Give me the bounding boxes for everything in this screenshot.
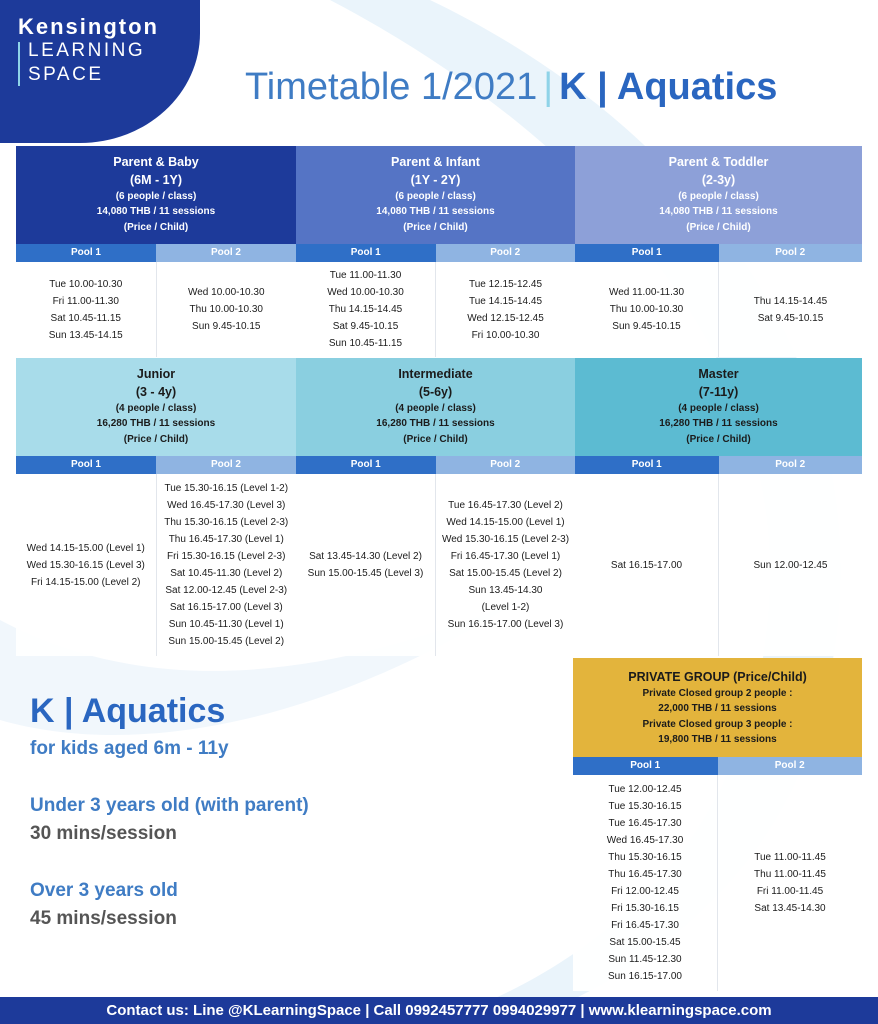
pool-2-label: Pool 2 xyxy=(156,244,296,262)
schedule-slot: Fri 12.00-12.45 xyxy=(611,886,679,897)
schedule-slot: Fri 16.45-17.30 xyxy=(611,920,679,931)
schedule-slot: Fri 14.15-15.00 (Level 2) xyxy=(30,576,141,588)
schedule-slot: Tue 11.00-11.30 xyxy=(329,270,402,281)
title-brand: K | Aquatics xyxy=(559,66,778,108)
info-brand: K | Aquatics xyxy=(30,692,226,730)
info-over-3-heading: Over 3 years old xyxy=(30,880,178,901)
schedule-slot: Sat 12.00-12.45 (Level 2-3) xyxy=(165,585,288,596)
pool-header-row xyxy=(575,244,862,262)
program-header xyxy=(296,146,575,244)
pool-2-schedule xyxy=(436,474,575,656)
pool-2-label: Pool 2 xyxy=(436,244,576,262)
program-price: 14,080 THB / 11 sessions xyxy=(376,206,495,218)
program-header xyxy=(16,358,296,456)
schedule-slot: Wed 14.15-15.00 (Level 1) xyxy=(26,542,145,554)
schedule-slot: Sun 12.00-12.45 xyxy=(753,559,828,571)
page-title xyxy=(245,66,865,109)
program-price-note: (Price / Child) xyxy=(123,221,189,233)
schedule-slot: Sat 9.45-10.15 xyxy=(757,312,824,324)
program-age: (1Y - 2Y) xyxy=(410,173,461,187)
program-price-note: (Price / Child) xyxy=(686,433,751,445)
schedule-slot: Tue 15.30-16.15 (Level 1-2) xyxy=(164,483,289,494)
schedule-slot: Tue 12.00-12.45 xyxy=(608,784,682,795)
pool-1-label: Pool 1 xyxy=(296,244,436,262)
schedule-slot: Wed 16.45-17.30 (Level 3) xyxy=(167,500,286,511)
schedule-slot: Sat 10.45-11.30 (Level 2) xyxy=(170,568,283,579)
schedule-slot: Thu 16.45-17.30 (Level 1) xyxy=(168,534,284,545)
pool-2-label: Pool 2 xyxy=(436,456,576,474)
schedule-slot: Wed 16.45-17.30 xyxy=(606,835,684,846)
pool-header-row xyxy=(16,244,296,262)
pool-2-label: Pool 2 xyxy=(719,244,863,262)
schedule-slot: Wed 14.15-15.00 (Level 1) xyxy=(446,517,565,528)
private-group-line: Private Closed group 2 people : xyxy=(642,688,793,699)
program-header xyxy=(575,358,862,456)
schedule-slot: Fri 15.30-16.15 xyxy=(611,903,679,914)
pool-2-schedule xyxy=(157,262,297,357)
private-group-line: 19,800 THB / 11 sessions xyxy=(658,733,777,745)
pool-header-row xyxy=(16,456,296,474)
logo-divider xyxy=(18,42,20,86)
program-capacity: (6 people / class) xyxy=(678,191,759,202)
schedule-slot: Tue 15.30-16.15 xyxy=(608,801,682,812)
pool-2-schedule xyxy=(157,474,297,656)
program-price: 16,280 THB / 11 sessions xyxy=(376,418,495,430)
private-group-title: PRIVATE GROUP (Price/Child) xyxy=(628,670,807,684)
pool-1-schedule xyxy=(575,262,719,357)
program-parent-toddler xyxy=(575,146,862,357)
program-parent-baby xyxy=(16,146,296,357)
pool-1-label: Pool 1 xyxy=(296,456,436,474)
schedule-slot: Tue 12.15-12.45 xyxy=(468,278,543,290)
schedule-slot: Fri 16.45-17.30 (Level 1) xyxy=(450,551,561,562)
info-over-3-duration: 45 mins/session xyxy=(30,908,177,929)
schedule-slot: Thu 16.45-17.30 xyxy=(608,869,682,880)
schedule-slot: Sat 13.45-14.30 (Level 2) xyxy=(309,551,422,562)
pool-2-label: Pool 2 xyxy=(718,757,863,775)
schedule-slot: Thu 15.30-16.15 xyxy=(608,852,682,863)
schedule-slot: Wed 11.00-11.30 xyxy=(608,287,685,298)
program-name: Parent & Infant xyxy=(391,155,480,169)
pool-header-row xyxy=(575,456,862,474)
program-intermediate xyxy=(296,358,575,656)
pool-1-label: Pool 1 xyxy=(16,456,156,474)
program-price-note: (Price / Child) xyxy=(403,221,468,233)
pool-2-schedule xyxy=(719,474,862,656)
schedule-slot: Thu 15.30-16.15 (Level 2-3) xyxy=(164,517,289,528)
schedule-slot: Thu 14.15-14.45 xyxy=(753,295,828,307)
schedule-slot: Sun 10.45-11.30 (Level 1) xyxy=(168,619,284,630)
pool-1-schedule xyxy=(296,474,436,656)
program-age: (2-3y) xyxy=(701,173,736,187)
schedule-row xyxy=(16,262,296,357)
program-header xyxy=(296,358,575,456)
schedule-slot: Sun 9.45-10.15 xyxy=(192,321,261,332)
schedule-slot: Sat 16.15-17.00 xyxy=(610,559,683,571)
program-capacity: (4 people / class) xyxy=(115,403,197,414)
logo-line-2: LEARNING xyxy=(28,40,146,61)
schedule-slot: Wed 12.15-12.45 xyxy=(467,312,544,324)
pool-2-label: Pool 2 xyxy=(156,456,296,474)
pool-1-schedule xyxy=(16,262,157,357)
program-price-note: (Price / Child) xyxy=(686,221,751,233)
schedule-slot: Fri 15.30-16.15 (Level 2-3) xyxy=(167,551,286,562)
schedule-slot: Sun 15.00-15.45 (Level 2) xyxy=(168,636,285,647)
pool-1-schedule xyxy=(16,474,157,656)
title-main: Timetable 1/2021 xyxy=(245,66,538,108)
pool-header-row xyxy=(296,456,575,474)
program-capacity: (6 people / class) xyxy=(115,191,197,202)
schedule-slot: Wed 10.00-10.30 xyxy=(187,287,265,298)
logo-line-3: SPACE xyxy=(28,64,104,85)
pool-1-schedule xyxy=(575,474,719,656)
private-group-header xyxy=(573,658,862,757)
program-capacity: (4 people / class) xyxy=(678,403,759,414)
title-separator: | xyxy=(543,66,554,108)
contact-footer: Contact us: Line @KLearningSpace | Call 0992457777 0994029977 | www.klearningspace.com xyxy=(0,997,878,1024)
private-group-line: Private Closed group 3 people : xyxy=(642,718,793,730)
program-age: (3 - 4y) xyxy=(135,385,177,399)
schedule-slot: Tue 16.45-17.30 (Level 2) xyxy=(448,500,563,511)
schedule-slot: Sun 16.15-17.00 (Level 3) xyxy=(447,619,564,630)
schedule-slot: Sat 13.45-14.30 xyxy=(754,903,826,914)
info-under-3-heading: Under 3 years old (with parent) xyxy=(30,795,309,816)
program-price: 16,280 THB / 11 sessions xyxy=(659,418,778,430)
schedule-slot: Fri 10.00-10.30 xyxy=(471,329,540,341)
program-junior xyxy=(16,358,296,656)
schedule-row xyxy=(296,474,575,656)
schedule-slot: Wed 10.00-10.30 xyxy=(327,287,404,298)
program-price-note: (Price / Child) xyxy=(123,433,189,445)
pool-2-schedule xyxy=(719,262,862,357)
pool-1-schedule xyxy=(573,775,718,991)
schedule-row xyxy=(296,262,575,357)
schedule-slot: Sun 11.45-12.30 xyxy=(608,954,682,965)
private-group-line: 22,000 THB / 11 sessions xyxy=(658,703,777,715)
program-age: (5-6y) xyxy=(418,385,453,399)
schedule-slot: Tue 14.15-14.45 xyxy=(468,295,543,307)
program-capacity: (6 people / class) xyxy=(395,191,476,202)
info-under-3-duration: 30 mins/session xyxy=(30,823,177,844)
schedule-slot: Sun 13.45-14.30 xyxy=(468,585,543,596)
program-header xyxy=(16,146,296,244)
schedule-slot: Sat 9.45-10.15 xyxy=(332,321,399,332)
program-price-note: (Price / Child) xyxy=(403,433,468,445)
program-master xyxy=(575,358,862,656)
schedule-slot: Sat 10.45-11.15 xyxy=(50,312,121,324)
program-name: Intermediate xyxy=(398,367,473,381)
program-price: 14,080 THB / 11 sessions xyxy=(96,206,216,218)
schedule-slot: Sun 15.00-15.45 (Level 3) xyxy=(307,568,424,579)
schedule-slot: Thu 10.00-10.30 xyxy=(609,304,684,315)
pool-2-label: Pool 2 xyxy=(719,456,863,474)
program-parent-infant xyxy=(296,146,575,357)
schedule-slot: Fri 11.00-11.45 xyxy=(756,886,824,897)
program-name: Parent & Baby xyxy=(113,155,199,169)
schedule-slot: Sun 16.15-17.00 xyxy=(608,971,682,982)
pool-1-label: Pool 1 xyxy=(575,456,719,474)
schedule-slot: Wed 15.30-16.15 (Level 3) xyxy=(26,559,145,571)
schedule-slot: Thu 14.15-14.45 xyxy=(328,304,403,315)
schedule-slot: Sun 9.45-10.15 xyxy=(612,321,681,332)
pool-header-row xyxy=(296,244,575,262)
schedule-slot: Thu 11.00-11.45 xyxy=(754,869,826,880)
program-header xyxy=(575,146,862,244)
schedule-row xyxy=(16,474,296,656)
schedule-slot: (Level 1-2) xyxy=(481,602,530,613)
schedule-slot: Sat 15.00-15.45 (Level 2) xyxy=(449,568,562,579)
schedule-slot: Sun 13.45-14.15 xyxy=(48,329,123,341)
program-capacity: (4 people / class) xyxy=(395,403,476,414)
pool-header-row xyxy=(573,757,862,775)
program-age: (7-11y) xyxy=(698,385,739,399)
pool-1-label: Pool 1 xyxy=(575,244,719,262)
program-name: Junior xyxy=(136,367,176,381)
pool-1-label: Pool 1 xyxy=(573,757,718,775)
program-price: 16,280 THB / 11 sessions xyxy=(96,418,216,430)
pool-2-schedule xyxy=(436,262,575,357)
schedule-slot: Thu 10.00-10.30 xyxy=(189,304,263,315)
schedule-slot: Tue 11.00-11.45 xyxy=(754,852,826,863)
schedule-slot: Tue 10.00-10.30 xyxy=(49,278,123,290)
program-name: Parent & Toddler xyxy=(668,155,769,169)
program-age: (6M - 1Y) xyxy=(129,173,183,187)
schedule-slot: Tue 16.45-17.30 xyxy=(608,818,682,829)
schedule-row xyxy=(573,775,862,991)
schedule-slot: Sat 16.15-17.00 (Level 3) xyxy=(169,602,283,613)
schedule-slot: Sun 10.45-11.15 xyxy=(328,338,403,349)
schedule-slot: Wed 15.30-16.15 (Level 2-3) xyxy=(441,534,570,545)
private-group-panel xyxy=(573,658,862,991)
logo-line-1: Kensington xyxy=(18,14,159,39)
info-ages: for kids aged 6m - 11y xyxy=(30,738,229,759)
schedule-slot: Sat 15.00-15.45 xyxy=(609,937,681,948)
program-name: Master xyxy=(698,367,739,381)
pool-1-label: Pool 1 xyxy=(16,244,156,262)
schedule-slot: Fri 11.00-11.30 xyxy=(52,295,119,307)
program-price: 14,080 THB / 11 sessions xyxy=(659,206,778,218)
schedule-row xyxy=(575,262,862,357)
pool-1-schedule xyxy=(296,262,436,357)
pool-2-schedule xyxy=(718,775,862,991)
schedule-row xyxy=(575,474,862,656)
